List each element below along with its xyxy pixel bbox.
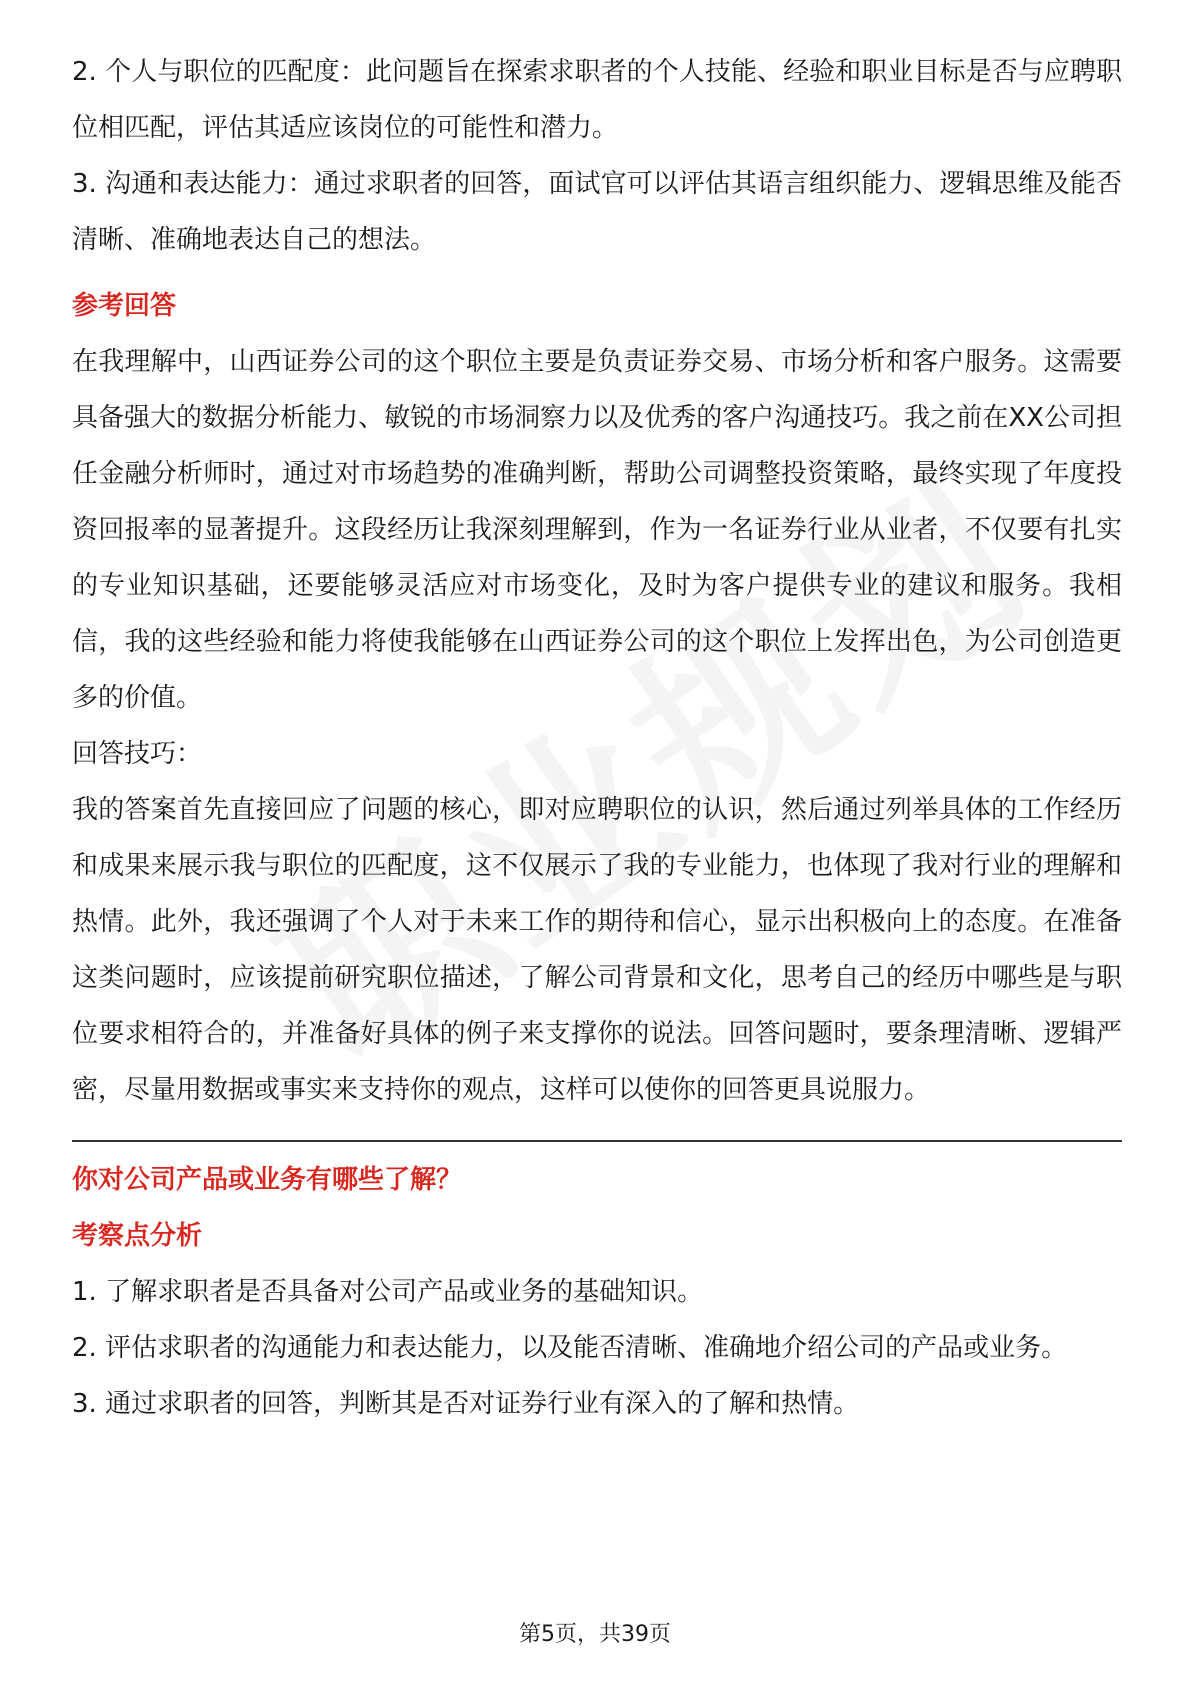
answer-tips-label: 回答技巧：	[72, 739, 203, 769]
q2-analysis-item-2: 2. 评估求职者的沟通能力和表达能力，以及能否清晰、准确地介绍公司的产品或业务。	[72, 1333, 1068, 1363]
reference-answer-text: 在我理解中，山西证券公司的这个职位主要是负责证券交易、市场分析和客户服务。这需要具备强大的数据分析能力、敏锐的市场洞察力以及优秀的客户沟通技巧。我之前在XX公司担任金融分析师时，通过对市场趋势的准确判断，帮助公司调整投资策略，最终实现了年度投资回报率的显著提升。这段经历让我深刻理解到，作为一名证券行业从业者，不仅要有扎实的专业知识基础，还要能够灵活应对市场变化，及时为客户提供专业的建议和服务。我相信，我的这些经验和能力将使我能够在山西证券公司的这个职位上发挥出色，为公司创造更多的价值。	[72, 347, 1122, 713]
answer-tips-text: 我的答案首先直接回应了问题的核心，即对应聘职位的认识，然后通过列举具体的工作经历和成果来展示我与职位的匹配度，这不仅展示了我的专业能力，也体现了我对行业的理解和热情。此外，我还强调了个人对于未来工作的期待和信心，显示出积极向上的态度。在准备这类问题时，应该提前研究职位描述，了解公司背景和文化，思考自己的经历中哪些是与职位要求相符合的，并准备好具体的例子来支撑你的说法。回答问题时，要条理清晰、逻辑严密，尽量用数据或事实来支持你的观点，这样可以使你的回答更具说服力。	[72, 795, 1122, 1105]
analysis-item-2: 2. 个人与职位的匹配度：此问题旨在探索求职者的个人技能、经验和职业目标是否与应聘职位相匹配，评估其适应该岗位的可能性和潜力。	[72, 57, 1122, 143]
q2-analysis-item-3: 3. 通过求职者的回答，判断其是否对证券行业有深入的了解和热情。	[72, 1389, 860, 1419]
analysis-heading: 考察点分析	[72, 1221, 203, 1251]
document-page	[72, 44, 1122, 1432]
page-number: 第5页，共39页	[519, 1622, 671, 1647]
reference-answer-heading: 参考回答	[72, 291, 177, 321]
analysis-item-3: 3. 沟通和表达能力：通过求职者的回答，面试官可以评估其语言组织能力、逻辑思维及能否清晰、准确地表达自己的想法。	[72, 169, 1122, 255]
section-divider	[72, 1140, 1122, 1142]
q2-analysis-item-1: 1. 了解求职者是否具备对公司产品或业务的基础知识。	[72, 1277, 704, 1307]
question-title: 你对公司产品或业务有哪些了解？	[72, 1165, 463, 1195]
